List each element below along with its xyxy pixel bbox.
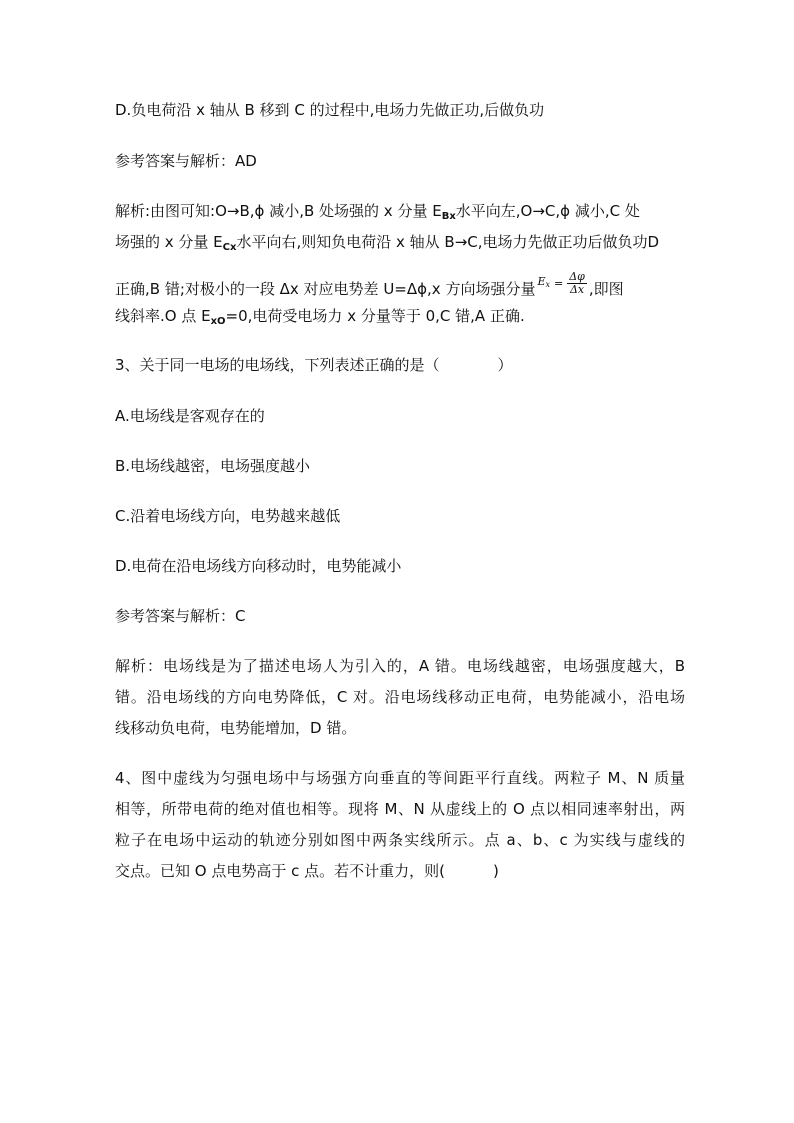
q3-option-b: B.电场线越密，电场强度越小 xyxy=(115,457,311,475)
field-component-formula: $E_x$ = $\frac{\Delta\varphi}{\Delta x}$ xyxy=(537,270,585,296)
q3-explanation-line-3: 线移动负电荷，电势能增加，D 错。 xyxy=(115,719,357,737)
q2-explanation-line-2: 场强的 x 分量 $E_{Cx}$水平向右,则知负电荷沿 x 轴从 B→C,电场力先做正功后做负功D xyxy=(115,233,660,253)
q4-stem-line-3: 粒子在电场中运动的轨迹分别如图中两条实线所示。点 a、b、c 为实线与虚线的 xyxy=(115,831,685,849)
q3-stem: 3、关于同一电场的电场线，下列表述正确的是（ ） xyxy=(115,356,513,374)
q3-explanation-line-2: 错。沿电场线的方向电势降低，C 对。沿电场线移动正电荷，电势能减小，沿电场 xyxy=(115,688,685,706)
q3-option-d: D.电荷在沿电场线方向移动时，电势能减小 xyxy=(115,557,402,575)
q3-option-a: A.电场线是客观存在的 xyxy=(115,407,265,425)
q2-answer: 参考答案与解析：AD xyxy=(115,152,257,170)
q4-stem-line-2: 相等，所带电荷的绝对值也相等。现将 M、N 从虚线上的 O 点以相同速率射出，两 xyxy=(115,800,685,818)
q2-option-d: D.负电荷沿 x 轴从 B 移到 C 的过程中,电场力先做正功,后做负功 xyxy=(115,101,545,119)
q4-stem-line-1: 4、图中虚线为匀强电场中与场强方向垂直的等间距平行直线。两粒子 M、N 质量 xyxy=(115,769,685,787)
q2-explanation-line-3: 正确,B 错;对极小的一段 Δx 对应电势差 U=Δϕ,x 方向场强分量 $E_x$ = $\frac{\Delta\varphi}{\Delta x}$ ,即图 xyxy=(115,270,624,298)
q2-explanation-line-4: 线斜率.O 点 $E_{xO}=0$,电荷受电场力 x 分量等于 0,C 错,A 正确. xyxy=(115,307,525,327)
q3-explanation-line-1: 解析：电场线是为了描述电场人为引入的，A 错。电场线越密，电场强度越大，B xyxy=(115,657,685,675)
q3-option-c: C.沿着电场线方向，电势越来越低 xyxy=(115,507,341,525)
q3-answer: 参考答案与解析：C xyxy=(115,607,246,625)
q4-stem-line-4: 交点。已知 O 点电势高于 c 点。若不计重力，则( ) xyxy=(115,862,499,880)
q2-explanation-line-1: 解析:由图可知:O→B,ϕ 减小,B 处场强的 x 分量 $E_{Bx}$水平向左,O→C,ϕ 减小,C 处 xyxy=(115,202,640,222)
